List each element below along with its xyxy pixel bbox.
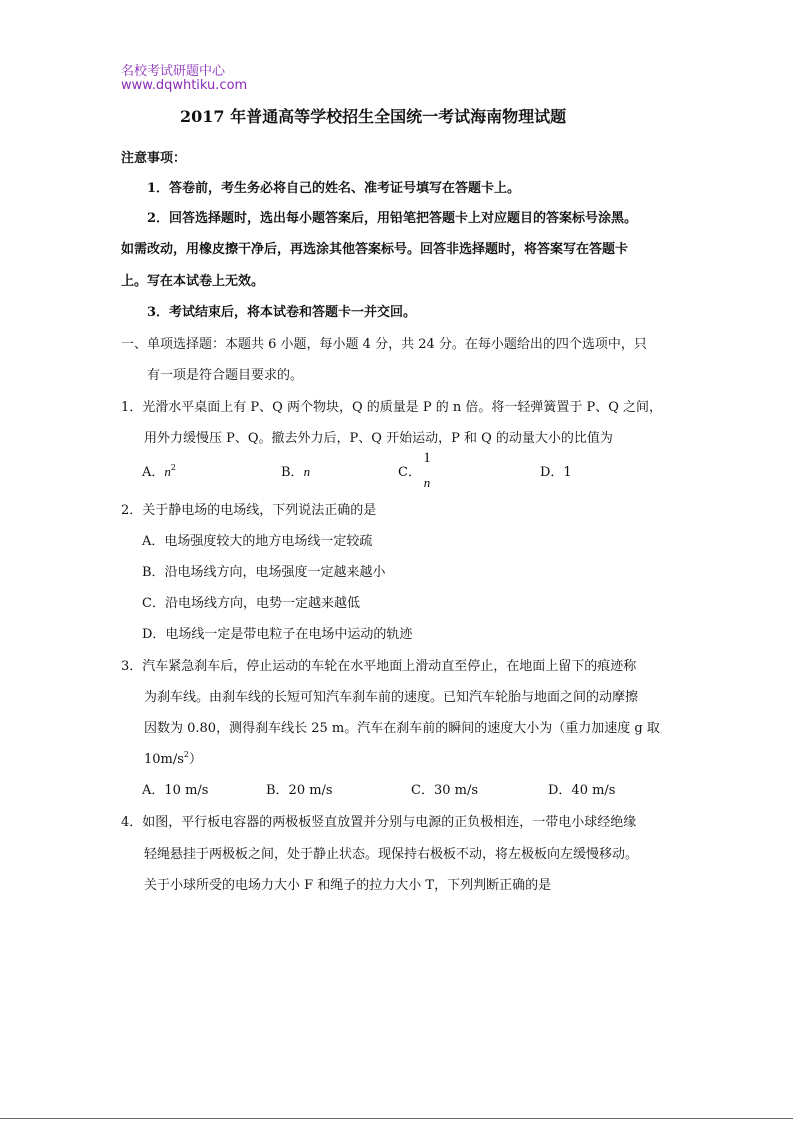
q4-stem-line2: 轻绳悬挂于两极板之间，处于静止状态。现保持右极板不动，将左极板向左缓慢移动。: [144, 847, 639, 862]
q2-option-d: D．电场线一定是带电粒子在电场中运动的轨迹: [142, 627, 413, 642]
q1-option-a: [142, 461, 176, 480]
q1-stem-line2: 用外力缓慢压 P、Q。撤去外力后，P、Q 开始运动，P 和 Q 的动量大小的比值为: [144, 431, 613, 446]
q1-option-c-label: C．: [398, 465, 421, 480]
section-heading-line2: 有一项是符合题目要求的。: [147, 368, 304, 383]
q3-stem-line1: 3．汽车紧急刹车后，停止运动的车轮在水平地面上滑动直至停止，在地面上留下的痕迹称: [121, 659, 637, 674]
q3-option-b: B．20 m/s: [266, 783, 333, 798]
q1-option-a-exp: 2: [170, 463, 176, 472]
q3-unit-exp: 2: [183, 750, 190, 759]
q1-option-a-base: n: [164, 464, 171, 479]
q1-option-c-numerator: 1: [423, 450, 431, 466]
q3-unit-close: ）: [189, 752, 203, 767]
q3-unit: 10m/s: [144, 752, 184, 767]
q3-option-a: A．10 m/s: [142, 783, 209, 798]
q3-option-d: D．40 m/s: [548, 783, 616, 798]
q2-stem: 2．关于静电场的电场线，下列说法正确的是: [121, 503, 377, 518]
q4-stem-line1: 4．如图，平行板电容器的两极板竖直放置并分别与电源的正负极相连，一带电小球经绝缘: [121, 815, 637, 830]
notice-heading: 注意事项：: [121, 151, 187, 166]
q2-option-b: B．沿电场线方向，电场强度一定越来越小: [142, 565, 386, 580]
q3-stem-line2: 为刹车线。由刹车线的长短可知汽车刹车前的速度。已知汽车轮胎与地面之间的动摩擦: [144, 690, 639, 705]
q4-stem-line3: 关于小球所受的电场力大小 F 和绳子的拉力大小 T，下列判断正确的是: [144, 878, 552, 893]
q1-option-a-label: A．: [142, 465, 165, 480]
notice-item-2-line2: 如需改动，用橡皮擦干净后，再选涂其他答案标号。回答非选择题时，将答案写在答题卡: [121, 242, 629, 257]
q3-option-c: C．30 m/s: [411, 783, 478, 798]
notice-item-3: 3．考试结束后，将本试卷和答题卡一并交回。: [147, 305, 417, 320]
q1-option-b-value: n: [303, 464, 311, 479]
notice-item-2-line1: 2．回答选择题时，选出每小题答案后，用铅笔把答题卡上对应题目的答案标号涂黑。: [147, 211, 638, 226]
q1-option-d: D．1: [540, 465, 572, 480]
q3-stem-line3: 因数为 0.80，测得刹车线长 25 m。汽车在刹车前的瞬间的速度大小为（重力加速度 g 取: [144, 721, 660, 736]
q2-option-a: A．电场强度较大的地方电场线一定较疏: [142, 534, 373, 549]
q1-stem-line1: 1．光滑水平桌面上有 P、Q 两个物块，Q 的质量是 P 的 n 倍。将一轻弹簧置于 P、Q 之间，: [121, 400, 663, 415]
q2-option-c: C．沿电场线方向，电势一定越来越低: [142, 596, 360, 611]
page-bottom-rule: [0, 1118, 793, 1119]
q1-option-b-label: B．: [281, 465, 304, 480]
section-heading-line1: 一、单项选择题：本题共 6 小题，每小题 4 分，共 24 分。在每小题给出的四个选项中，只: [121, 337, 647, 352]
q1-option-b: [281, 461, 310, 480]
notice-item-2-line3: 上。写在本试卷上无效。: [121, 274, 265, 289]
page-title: 2017 年普通高等学校招生全国统一考试海南物理试题: [180, 107, 567, 126]
q3-stem-line4: [144, 748, 202, 767]
watermark-name: 名校考试研题中心: [121, 64, 226, 79]
q1-option-c-denominator: n: [423, 475, 431, 490]
watermark-url: www.dqwhtiku.com: [121, 78, 248, 93]
notice-item-1: 1．答卷前，考生务必将自己的姓名、准考证号填写在答题卡上。: [147, 181, 521, 196]
